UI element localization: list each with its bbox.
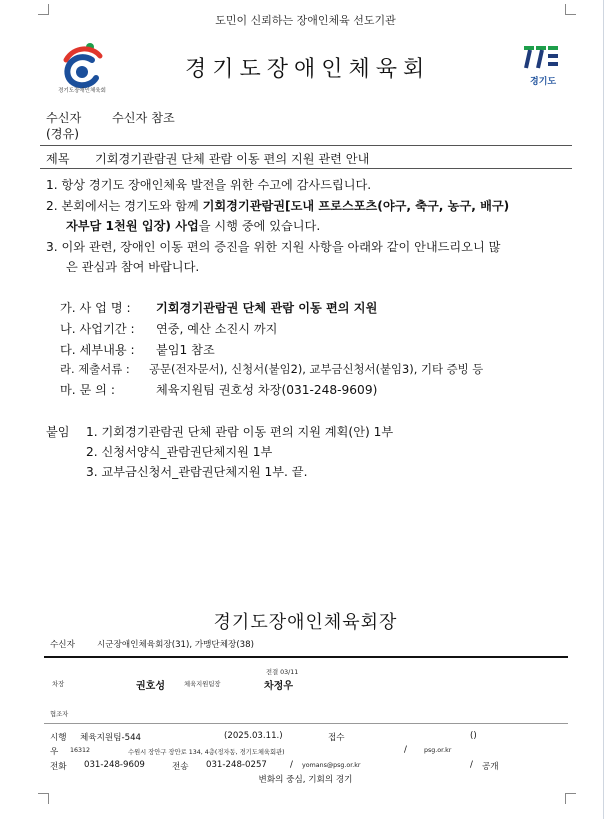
item-value: 기회경기관람권 단체 관람 이동 편의 지원 <box>156 301 378 315</box>
item-value: 붙임1 참조 <box>156 343 215 357</box>
divider <box>40 145 572 146</box>
footer-recipients-label: 수신자 <box>50 640 75 650</box>
approval-role-1: 차장 <box>52 681 65 688</box>
enforce-label: 시행 <box>50 733 67 743</box>
item-label: 라. 제출서류 : <box>60 362 130 376</box>
divider <box>40 168 572 169</box>
attachments-label: 붙임 <box>46 425 70 439</box>
footer-divider <box>44 723 568 724</box>
crop-mark-bottom-right <box>565 793 576 804</box>
paragraph-1: 1. 항상 경기도 장애인체육 발전을 위한 수고에 감사드립니다. <box>46 178 372 192</box>
sender-title: 경기도장애인체육회장 <box>213 612 398 633</box>
approval-name-2: 차정우 <box>264 681 293 692</box>
item-value: 체육지원팀 권호성 차장(031-248-9609) <box>156 383 378 397</box>
website-link[interactable]: psg.or.kr <box>424 747 452 754</box>
page-edge <box>603 0 604 819</box>
logo-right-caption: 경기도 <box>530 77 557 87</box>
subject-value: 기회경기관람권 단체 관람 이동 편의 지원 관련 안내 <box>95 152 370 166</box>
attachment-item: 3. 교부금신청서_관람권단체지원 1부. 끝. <box>86 465 308 479</box>
separator: / <box>470 760 473 770</box>
footer-recipients-value: 시군장애인체육회장(31), 가맹단체장(38) <box>97 640 254 650</box>
gyeonggi-province-logo-icon <box>522 44 560 70</box>
item-label: 마. 문 의 : <box>60 383 115 397</box>
separator: / <box>404 745 407 755</box>
paragraph-3-line-2: 은 관심과 참여 바랍니다. <box>66 260 200 274</box>
postal-code: 16312 <box>70 747 91 754</box>
paragraph-2-line-2: 자부담 1천원 입장) 사업을 시행 중에 있습니다. <box>66 219 321 233</box>
item-label: 다. 세부내용 : <box>60 343 135 357</box>
footer-divider <box>44 656 568 658</box>
approval-role-2: 체육지원팀장 <box>184 681 221 688</box>
item-value: 공문(전자문서), 신청서(붙임2), 교부금신청서(붙임3), 기타 증빙 등 <box>149 362 484 376</box>
phone-label: 전화 <box>50 762 67 772</box>
recipient-value: 수신자 참조 <box>112 111 175 125</box>
enforce-value: 체육지원팀-544 <box>80 733 142 743</box>
org-title: 경기도장애인체육회 <box>185 57 431 82</box>
paragraph-3-line-1: 3. 이와 관련, 장애인 이동 편의 증진을 위한 지원 사항을 아래와 같이 안내드리오니 많 <box>46 240 501 254</box>
crop-mark-bottom-left <box>38 793 49 804</box>
closing-slogan: 변화의 중심, 기회의 경기 <box>258 775 353 785</box>
attachment-item: 1. 기회경기관람권 단체 관람 이동 편의 지원 계획(안) 1부 <box>86 425 394 439</box>
item-label: 가. 사 업 명 : <box>60 301 131 315</box>
disclosure-status: 공개 <box>482 762 499 772</box>
header-slogan: 도민이 신뢰하는 장애인체육 선도기관 <box>215 14 396 27</box>
address-label: 우 <box>50 747 59 757</box>
fax-label: 전송 <box>172 762 189 772</box>
email-link[interactable]: yomans@psg.or.kr <box>302 762 361 769</box>
recipient-label: 수신자 <box>46 111 82 125</box>
address: 수원시 장안구 장안로 134, 4층(정자동, 경기도체육회관) <box>128 749 285 756</box>
logo-left-caption: 경기도장애인체육회 <box>58 88 106 94</box>
attachment-item: 2. 신청서양식_관람권단체지원 1부 <box>86 445 273 459</box>
enforce-date: (2025.03.11.) <box>224 731 283 741</box>
separator: / <box>290 760 293 770</box>
receive-value: () <box>470 731 477 741</box>
via-label: (경유) <box>46 127 80 141</box>
cooperator-label: 협조자 <box>50 711 69 718</box>
phone-value: 031-248-9609 <box>84 760 145 770</box>
approval-note: 전결 03/11 <box>266 669 299 676</box>
approval-name-1: 권호성 <box>136 681 165 692</box>
subject-label: 제목 <box>46 152 70 166</box>
item-label: 나. 사업기간 : <box>60 322 135 336</box>
receive-label: 접수 <box>328 733 345 743</box>
paragraph-2-line-1: 2. 본회에서는 경기도와 함께 기회경기관람권[도내 프로스포츠(야구, 축구, 농구, 배구) <box>46 199 510 213</box>
fax-value: 031-248-0257 <box>206 760 267 770</box>
item-value: 연중, 예산 소진시 까지 <box>156 322 278 336</box>
